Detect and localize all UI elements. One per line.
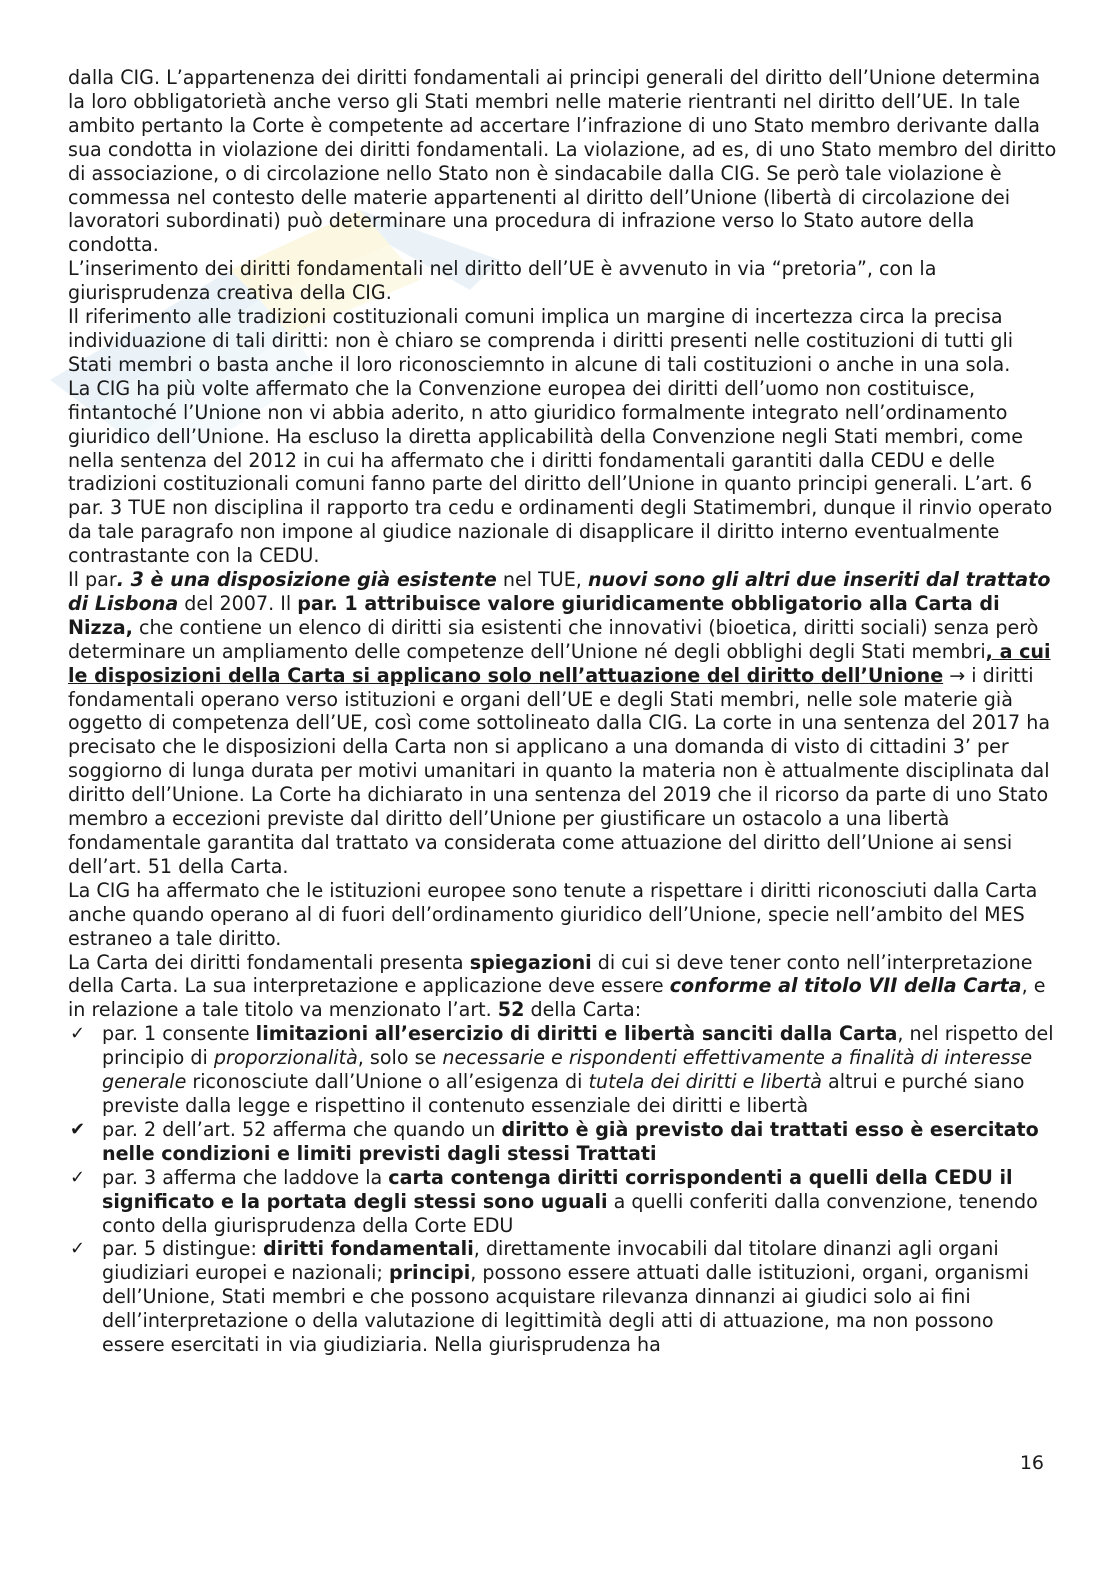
list-item: ✔ par. 2 dell’art. 52 afferma che quando un diritto è già previsto dai trattati esso è esercitato nelle condizioni e limiti previsti dagli stessi Trattati [70, 1117, 1039, 1165]
checkmark-icon: ✓ [70, 1238, 86, 1260]
checklist [68, 1022, 1058, 1357]
paragraph-1: dalla CIG. L’appartenenza dei diritti fondamentali ai principi generali del diritto dell’Unione determina la loro obbligatorietà anche verso gli Stati membri nelle materie rientranti nel diritto dell’UE. In tale ambito pertanto la Corte è competente ad accertare l’infrazione di uno Stato membro derivante dalla sua condotta in violazione dei diritti fondamentali. La violazione, ad es, di uno Stato membro del diritto di associazione, o di circolazione nello Stato non è sindacabile dalla CIG. Se però tale violazione è commessa nel contesto delle materie appartenenti al diritto dell’Unione (libertà di circolazione dei lavoratori subordinati) può determinare una procedura di infrazione verso lo Stato autore della condotta. [68, 66, 1057, 257]
paragraph-4: La CIG ha più volte affermato che la Convenzione europea dei diritti dell’uomo non costituisce, fintantoché l’Unione non vi abbia aderito, n atto giuridico formalmente integrato nell’ordinamento giuridico dell’Unione. Ha escluso la diretta applicabilità della Convenzione negli Stati membri, come nella sentenza del 2012 in cui ha affermato che i diritti fondamentali garantiti dalla CEDU e delle tradizioni costituzionali comuni fanno parte del diritto dell’Unione in quanto principi generali. L’art. 6 par. 3 TUE non disciplina il rapporto tra cedu e ordinamenti degli Statimembri, dunque il rinvio operato da tale paragrafo non impone al giudice nazionale di disapplicare il diritto interno eventualmente contrastante con la CEDU. [68, 376, 1053, 568]
paragraph-2: L’inserimento dei diritti fondamentali nel diritto dell’UE è avvenuto in via “pretoria”, con la giurisprudenza creativa della CIG. [68, 257, 937, 305]
list-item: ✓ par. 3 afferma che laddove la carta contenga diritti corrispondenti a quelli della CEDU il significato e la portata degli stessi sono uguali a quelli conferiti dalla convenzione, tenendo conto della giurisprudenza della Corte EDU [70, 1165, 1038, 1237]
checkmark-icon: ✓ [70, 1023, 86, 1045]
checkmark-icon: ✔ [70, 1118, 86, 1140]
page-number: 16 [1019, 1452, 1044, 1474]
paragraph-7: La Carta dei diritti fondamentali presenta spiegazioni di cui si deve tener conto nell’interpretazione della Carta. La sua interpretazione e applicazione deve essere conforme al titolo VII della Carta, e in relazione a tale titolo va menzionato l’art. 52 della Carta: [68, 950, 1046, 1022]
checkmark-icon: ✓ [70, 1166, 86, 1188]
paragraph-5: Il par. 3 è una disposizione già esistente nel TUE, nuovi sono gli altri due inseriti dal trattato di Lisbona del 2007. Il par. 1 attribuisce valore giuridicamente obbligatorio alla Carta di Nizza, che contiene un elenco di diritti sia esistenti che innovativi (bioetica, diritti sociali) senza però determinare un ampliamento delle competenze dell’Unione né degli obblighi degli Stati membri, a cui le disposizioni della Carta si applicano solo nell’attuazione del diritto dell’Unione → i diritti fondamentali operano verso istituzioni e organi dell’UE e degli Stati membri, nelle sole materie già oggetto di competenza dell’UE, così come sottolineato dalla CIG. La corte in una sentenza del 2017 ha precisato che le disposizioni della Carta non si applicano a una domanda di visto di cittadini 3’ per soggiorno di lunga durata per motivi umanitari in quanto la materia non è attualmente disciplinata dal diritto dell’Unione. La Corte ha dichiarato in una sentenza del 2019 che il ricorso da parte di uno Stato membro a eccezioni previste dal diritto dell’Unione per giustificare un ostacolo a una libertà fondamentale garantita dal trattato va considerata come attuazione del diritto dell’Unione ai sensi dell’art. 51 della Carta. [68, 568, 1051, 878]
document-body [68, 66, 1058, 1357]
paragraph-6: La CIG ha affermato che le istituzioni europee sono tenute a rispettare i diritti riconosciuti dalla Carta anche quando operano al di fuori dell’ordinamento giuridico dell’Unione, specie nell’ambito del MES estraneo a tale diritto. [68, 878, 1038, 950]
list-item: ✓ par. 5 distingue: diritti fondamentali, direttamente invocabili dal titolare dinanzi agli organi giudiziari europei e nazionali; principi, possono essere attuati dalle istituzioni, organi, organismi dell’Unione, Stati membri e che possono acquistare rilevanza dinnanzi ai giudici solo ai fini dell’interpretazione o della valutazione di legittimità degli atti di attuazione, ma non possono essere esercitati in via giudiziaria. Nella giurisprudenza ha [70, 1237, 1029, 1357]
list-item: ✓ par. 1 consente limitazioni all’esercizio di diritti e libertà sanciti dalla Carta, nel rispetto del principio di proporzionalità, solo se necessarie e rispondenti effettivamente a finalità di interesse generale riconosciute dall’Unione o all’esigenza di tutela dei diritti e libertà altrui e purché siano previste dalla legge e rispettino il contenuto essenziale dei diritti e libertà [70, 1022, 1054, 1117]
paragraph-3: Il riferimento alle tradizioni costituzionali comuni implica un margine di incertezza circa la precisa individuazione di tali diritti: non è chiaro se comprenda i diritti presenti nelle costituzioni di tutti gli Stati membri o basta anche il loro riconosciemnto in alcune di tali costituzioni o anche in una sola. [68, 305, 1014, 376]
